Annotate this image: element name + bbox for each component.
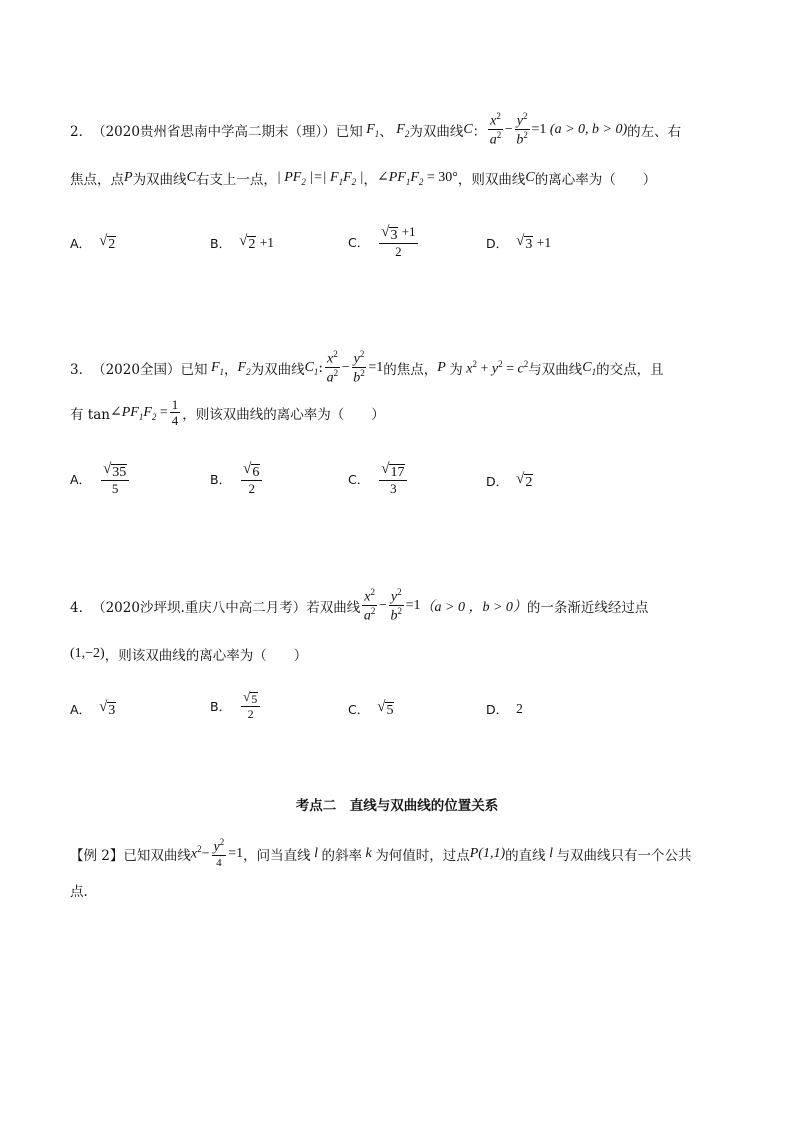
q3-frac-x: $\frac{x^2}{a^2}$ <box>326 349 339 386</box>
example-label: 【例 2】 <box>70 847 124 864</box>
q3-frac-quarter: $\frac{1}{4}$ <box>171 397 179 429</box>
q2-angle: 30° <box>438 170 458 185</box>
q3-F2: $F_2$ <box>237 359 251 377</box>
q2-C: C <box>525 170 535 185</box>
q3-P: P <box>437 360 450 376</box>
sqrt: √ 2 <box>99 233 116 252</box>
q3-option-a <box>70 462 131 497</box>
example-k: k <box>362 845 376 861</box>
q2-text: 焦点，点 <box>70 172 124 188</box>
q4-text: 的一条渐近线经过点 <box>526 600 649 617</box>
q2-C: C <box>186 170 196 185</box>
example-text: 已知双曲线 <box>123 847 191 864</box>
q4-line2 <box>70 644 307 664</box>
q2-angle-eq: $\angle PF_1F_2$ = <box>376 170 439 187</box>
example-text: 与双曲线只有一个公共 <box>556 847 692 864</box>
q3-text: 的交点，且 <box>596 362 664 379</box>
q2-text: 为双曲线 <box>132 172 187 188</box>
q2-C: C <box>463 122 473 138</box>
q2-option-a <box>70 234 116 252</box>
q3-text: ，则该双曲线的离心率为（ ） <box>182 407 385 424</box>
q3-option-c <box>348 462 409 497</box>
q2-text: 的离心率为（ ） <box>534 172 657 188</box>
option-label: D． <box>486 702 509 717</box>
q2-text: ，则双曲线 <box>457 172 526 188</box>
q2-line1: 2． （2020贵州省思南中学高二期末（理）） 已知 $F_1$ 、 $F_2$ 为双曲线 C ： $\frac{x^2}{a^2}$ − $\frac{y^2}{b^2}$ =1 (a > 0, b > 0) 的左、右 <box>70 111 682 148</box>
option-label: D． <box>486 236 509 252</box>
q2-number: 2． <box>70 124 93 141</box>
q3-option-b <box>210 462 264 497</box>
q3-source: （2020全国） <box>92 362 181 379</box>
q4-line1: 4． （2020沙坪坝.重庆八中高二月考） 若双曲线 $\frac{x^2}{a^2}$ − $\frac{y^2}{b^2}$ =1 （a > 0 ，b > 0） 的一条渐近线经过点 <box>70 587 649 624</box>
q2-option-d: D． √ 3 +1 <box>486 233 552 252</box>
q2-text: 的左、右 <box>627 124 682 141</box>
sqrt: √ 3 <box>99 699 116 718</box>
q3-F1: $F_1$ <box>207 359 225 377</box>
example-text: ，问当直线 <box>243 847 311 864</box>
q3-text: 为 <box>449 362 463 379</box>
option-label: A． <box>70 702 92 718</box>
q2-abs-eq: | $PF_2$ |=| $F_1F_2$ | <box>276 169 364 187</box>
frac: √ 17 3 <box>379 462 407 497</box>
example-line1: 【例 2】 已知双曲线 $x^2-$ $\frac{y^2}{4}$ =1 ，问当直线 l 的斜率 k 为何值时，过点 P(1,1) 的直线 l 与双曲线只有一个公共 <box>70 837 692 870</box>
option-label: B． <box>210 472 232 488</box>
q4-frac-y: $\frac{y^2}{b^2}$ <box>390 587 402 624</box>
q3-text: 为双曲线 <box>250 362 305 379</box>
q4-point: (1,−2) <box>70 646 105 661</box>
sqrt: √ 5 <box>377 699 394 718</box>
q4-source: （2020沙坪坝.重庆八中高二月考） <box>92 600 307 617</box>
example-l: l <box>310 845 322 861</box>
q2-F2: $F_2$ <box>392 121 410 139</box>
q2-line2 <box>70 168 656 188</box>
q3-line2 <box>70 398 385 429</box>
option-label: C． <box>348 702 370 718</box>
q3-frac-y: $\frac{y^2}{b^2}$ <box>353 349 365 386</box>
q2-option-b: B． √ 2 +1 <box>210 233 275 252</box>
q4-text: ，则该双曲线的离心率为（ ） <box>104 648 308 664</box>
q3-text: 已知 <box>180 362 208 379</box>
q3-option-d <box>486 472 533 490</box>
q3-line1: 3． （2020全国） 已知 $F_1$ ， $F_2$ 为双曲线 $C_1$ : $\frac{x^2}{a^2}$ − $\frac{y^2}{b^2}$ =1 的焦点， P 为 $x^2 + y^2 = c^2$ 与双曲线 $C_1$ 的交点，且 <box>70 349 664 386</box>
example-text: 的直线 <box>505 847 546 864</box>
q2-frac-y: $\frac{y^2}{b^2}$ <box>516 111 528 148</box>
q3-circle: $x^2 + y^2 = c^2$ <box>462 358 529 377</box>
example-point: P(1,1) <box>469 845 506 861</box>
q3-text: 有 tan <box>70 407 110 424</box>
q2-condition: (a > 0, b > 0) <box>549 122 628 138</box>
example-text: 为何值时，过点 <box>375 847 470 864</box>
option-label: C． <box>348 472 370 488</box>
option-label: C． <box>348 235 370 251</box>
q2-text: 为双曲线 <box>409 124 464 141</box>
example-frac: $\frac{y^2}{4}$ <box>213 837 225 870</box>
q4-number: 4． <box>70 600 93 617</box>
sqrt: √ 2 <box>516 471 533 490</box>
q2-source: （2020贵州省思南中学高二期末（理）） <box>92 124 336 141</box>
q3-text: 的焦点， <box>383 362 438 379</box>
example-text: 点． <box>70 884 97 900</box>
q4-condition: （a > 0 ，b > 0） <box>420 600 527 616</box>
option-label: B． <box>210 698 232 714</box>
q4-option-d: D． 2 <box>486 701 523 717</box>
q3-C1: $C_1$ <box>304 359 319 377</box>
q4-option-c <box>348 700 394 718</box>
q3-C1: $C_1$ <box>582 359 597 377</box>
q2-text: ， <box>363 172 377 188</box>
q2-P: P <box>124 170 133 185</box>
q3-text: 与双曲线 <box>528 362 583 379</box>
frac: √ 35 5 <box>101 462 129 497</box>
example-l: l <box>545 845 557 861</box>
frac: √ 6 2 <box>241 462 262 497</box>
q4-frac-x: $\frac{x^2}{a^2}$ <box>363 587 376 624</box>
option-label: D． <box>486 474 509 490</box>
q2-text: 、 <box>379 124 393 141</box>
q3-text: ， <box>224 362 238 379</box>
example-equation: $x^2-$ <box>190 844 210 862</box>
q4-option-b <box>210 690 262 721</box>
q3-number: 3． <box>70 362 93 379</box>
frac: √ 3 +1 2 <box>381 224 416 260</box>
q2-frac-x: $\frac{x^2}{a^2}$ <box>489 111 502 148</box>
q4-option-a <box>70 700 116 718</box>
section-heading: 考点二 直线与双曲线的位置关系 <box>295 798 499 814</box>
q4-text: 若双曲线 <box>306 600 361 617</box>
option-label: A． <box>70 472 92 488</box>
q2-option-c <box>348 225 420 260</box>
sqrt: √ 2 <box>239 233 256 252</box>
q2-F1: $F_1$ <box>362 121 380 139</box>
frac: √ 5 2 <box>241 690 260 721</box>
q3-angle: $\angle PF_1F_2$ = <box>109 405 168 423</box>
sqrt: √ 3 <box>516 233 533 252</box>
example-text: 的斜率 <box>321 847 363 864</box>
option-label: A． <box>70 236 92 252</box>
option-label: B． <box>210 236 232 252</box>
example-line2 <box>70 880 97 900</box>
q2-text: 已知 <box>335 124 363 141</box>
q2-text: 右支上一点， <box>195 172 277 188</box>
